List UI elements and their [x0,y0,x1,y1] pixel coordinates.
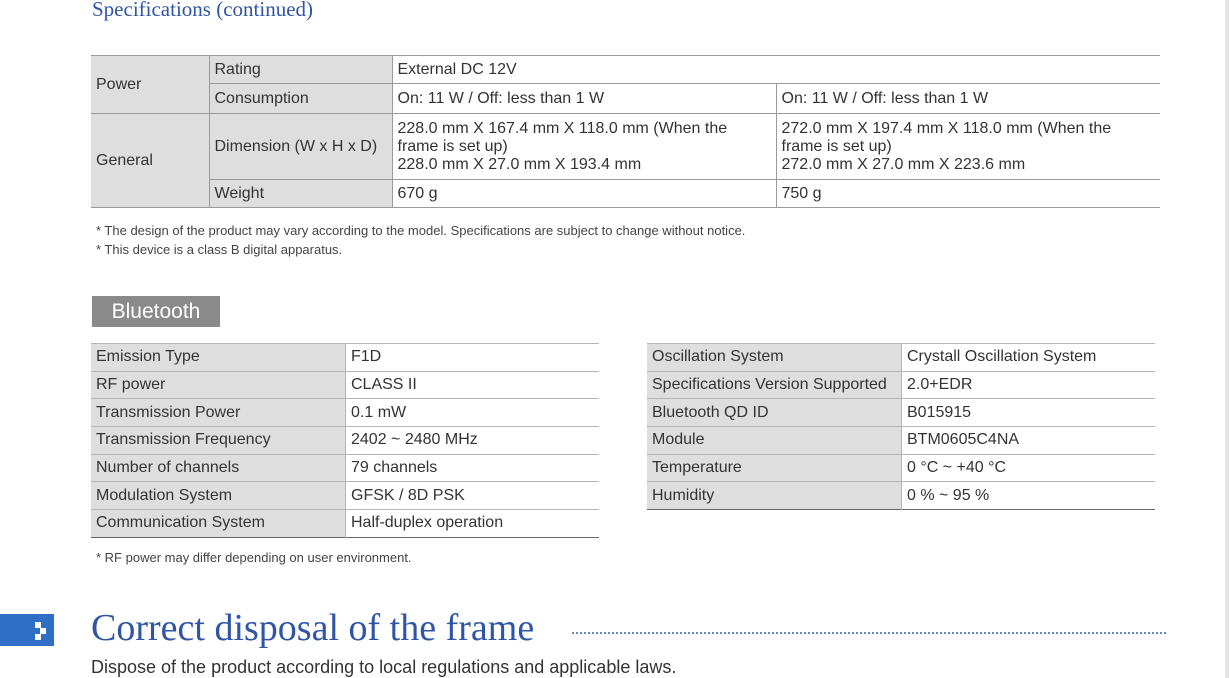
row-label: Humidity [647,482,902,510]
row-label: Specifications Version Supported [647,371,902,399]
table-row [91,180,1160,208]
value-dimension-b [776,114,1160,180]
dimension-b-line2: frame is set up) [781,137,892,155]
row-value: 0 % ~ 95 % [907,486,990,504]
value-weight-a: 670 g [392,180,776,208]
page-edge [1225,0,1229,678]
table-row [91,510,599,538]
category-power: Power [91,56,209,114]
row-value: 0 °C ~ +40 °C [907,459,1007,477]
row-value: Half-duplex operation [351,514,504,532]
table-row [647,344,1155,372]
dimension-a-line3: 228.0 mm X 27.0 mm X 193.4 mm [397,155,642,173]
row-value: Crystall Oscillation System [907,348,1097,366]
row-label: Transmission Frequency [91,427,346,455]
row-label: Emission Type [91,344,346,372]
rf-power-note: * RF power may differ depending on user environment. [96,550,412,565]
row-value: 0.1 mW [351,403,407,421]
label-consumption: Consumption [209,84,392,114]
row-value: F1D [351,348,382,366]
spec-note: * This device is a class B digital apparatus. [96,242,343,257]
spec-note: * The design of the product may vary according to the model. Specifications are subject to change without notice. [96,223,746,238]
dimension-a-line2: frame is set up) [397,137,508,155]
bluetooth-table-right [647,343,1155,510]
row-label: Module [647,427,902,455]
table-row [91,344,599,372]
label-weight: Weight [209,180,392,208]
row-label: Modulation System [91,482,346,510]
row-value: GFSK / 8D PSK [351,486,465,504]
table-row [91,84,1160,114]
bluetooth-table-left [91,343,599,538]
spec-notes [96,221,745,259]
section-marker-icon [0,614,54,646]
value-weight-b: 750 g [781,184,822,202]
row-label: Number of channels [91,454,346,482]
value-rating: External DC 12V [397,60,517,78]
table-row [91,56,1160,84]
dimension-a-line1: 228.0 mm X 167.4 mm X 118.0 mm (When the [397,119,728,137]
row-value: B015915 [907,403,972,421]
row-value: 2402 ~ 2480 MHz [351,431,478,449]
disposal-heading: Correct disposal of the frame [91,607,535,649]
row-value: CLASS II [351,376,417,394]
row-label: Transmission Power [91,399,346,427]
dimension-b-line3: 272.0 mm X 27.0 mm X 223.6 mm [781,155,1026,173]
table-row [91,114,1160,180]
category-general: General [91,114,209,208]
row-value: 79 channels [351,459,438,477]
specifications-table [91,55,1160,208]
bluetooth-section-badge: Bluetooth [92,296,220,327]
row-label: RF power [91,371,346,399]
table-row [91,371,599,399]
row-label: Oscillation System [647,344,902,372]
table-row [91,482,599,510]
table-row [91,454,599,482]
table-row [647,482,1155,510]
value-consumption-b: On: 11 W / Off: less than 1 W [781,89,989,107]
dimension-b-line1: 272.0 mm X 197.4 mm X 118.0 mm (When the [781,119,1112,137]
disposal-text: Dispose of the product according to local regulations and applicable laws. [91,657,677,677]
table-row [647,454,1155,482]
table-row [647,399,1155,427]
table-row [91,427,599,455]
row-label: Temperature [647,454,902,482]
row-label: Communication System [91,510,346,538]
label-dimension: Dimension (W x H x D) [209,114,392,180]
page-title: Specifications (continued) [92,0,314,21]
table-row [91,399,599,427]
table-row [647,371,1155,399]
row-label: Bluetooth QD ID [647,399,902,427]
value-dimension-a [392,114,776,180]
label-rating: Rating [209,56,392,84]
row-value: BTM0605C4NA [907,431,1020,449]
dotted-divider [572,632,1166,634]
table-row [647,427,1155,455]
value-consumption-a: On: 11 W / Off: less than 1 W [392,84,776,114]
row-value: 2.0+EDR [907,376,973,394]
